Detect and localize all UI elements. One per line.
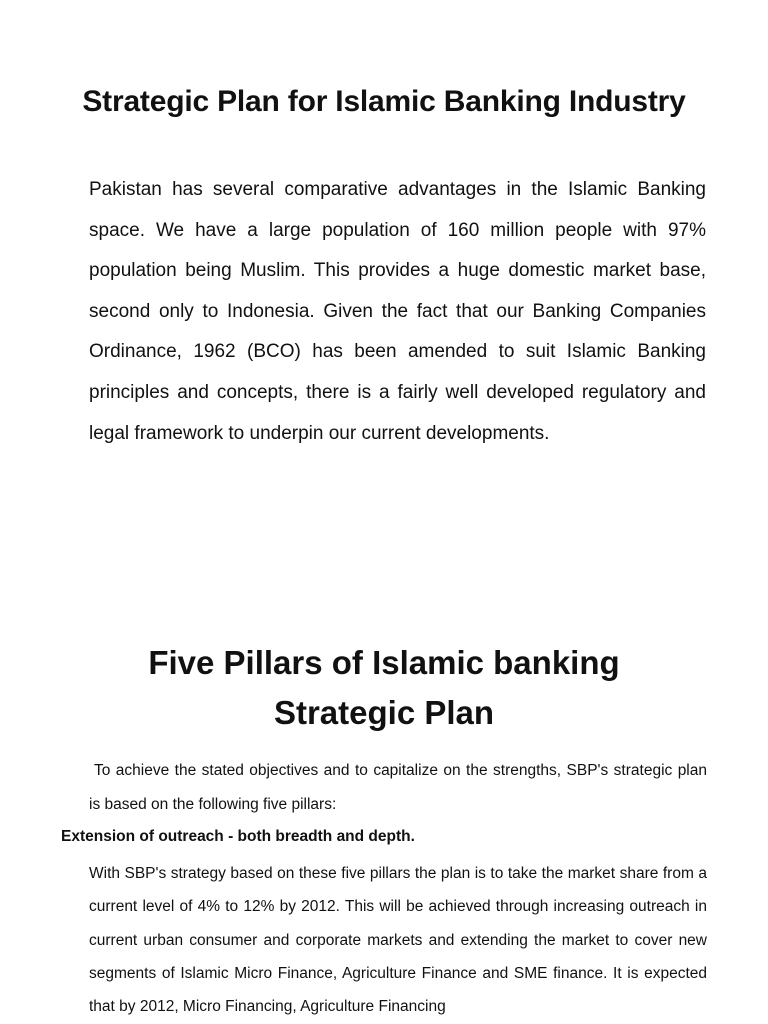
section-heading (0, 638, 768, 738)
section-intro-text: To achieve the stated objectives and to capitalize on the strengths, SBP's strategic plan is based on the following five pillars: (89, 762, 707, 813)
pillar-heading: Extension of outreach - both breadth and depth. (61, 828, 415, 845)
section-intro-paragraph (89, 754, 707, 821)
section-heading-line2: Strategic Plan (273, 694, 495, 731)
section-heading-line1: Five Pillars of Islamic banking (148, 644, 620, 681)
pillar-body-paragraph: With SBP's strategy based on these five pillars the plan is to take the market share from a current level of 4% to 12% by 2012. This will be achieved through increasing outreach in current urban consumer and corporate markets and extending the market to cover new segments of Islamic Micro Finance, Agriculture Finance and SME finance. It is expected that by 2012, Micro Financing, Agriculture Financing (89, 865, 707, 1016)
page-title: Strategic Plan for Islamic Banking Industry (82, 85, 686, 118)
intro-paragraph: Pakistan has several comparative advantages in the Islamic Banking space. We have a large population of 160 million people with 97% population being Muslim. This provides a huge domestic market base, second only to Indonesia. Given the fact that our Banking Companies Ordinance, 1962 (BCO) has been amended to suit Islamic Banking principles and concepts, there is a fairly well developed regulatory and legal framework to underpin our current developments. (89, 179, 706, 444)
